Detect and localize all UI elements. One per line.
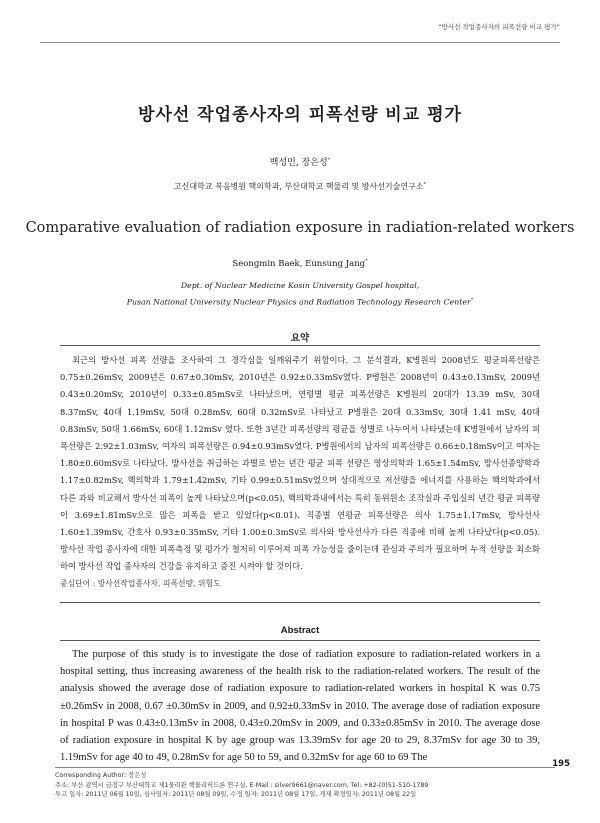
abstract-top-rule (60, 640, 540, 641)
authors-korean-names: 백성민, 장은성 (269, 158, 328, 168)
authors-korean (0, 155, 600, 168)
header-rule (40, 42, 560, 43)
page-number: 195 (552, 759, 570, 769)
title-korean: 방사선 작업종사자의 피폭선량 비교 평가 (138, 105, 462, 125)
affiliation-english-mark: * (470, 297, 474, 303)
authors-korean-mark: * (327, 157, 331, 163)
affiliation-korean-text: 고신대학교 복음병원 핵의학과, 부산대학교 핵물리 및 방사선기술연구소 (173, 182, 424, 191)
footer-author: Corresponding Author: 장은성 (55, 772, 147, 779)
affiliation-korean-mark: * (423, 181, 427, 188)
summary-top-rule (60, 345, 540, 346)
footer-dates: 투고 일자: 2011년 06월 10일, 심사일자: 2011년 08월 09일, 수정 일자: 2011년 08월 17일, 게재 확정일자: 2011년 08월 22일 (55, 791, 417, 798)
footer-correspondence (55, 767, 555, 805)
footer-address: 주소: 부산 광역시 금정구 부산대학교 제1물리관 핵물리허드론 연구실, E-Mail : silver9661@naver.com, Tel: +82-(0)51-510-1789 (55, 781, 429, 789)
authors-english (0, 258, 600, 269)
running-head: “방사선 작업종사자의 피폭선량 비교 평가” (438, 23, 560, 31)
authors-english-names: Seongmin Baek, Eunsung Jang (232, 258, 366, 269)
authors-english-mark: * (365, 258, 368, 264)
title-english: Comparative evaluation of radiation exposure in radiation-related workers (25, 220, 575, 236)
summary-heading: 요약 (290, 333, 310, 344)
affiliation-english (0, 278, 600, 310)
affiliation-english-line-2 (0, 293, 600, 310)
summary-bottom-rule (60, 602, 540, 603)
keywords: 중심단어 : 방사선작업종사자, 피폭선량, 위험도 (60, 579, 221, 588)
affiliation-korean (0, 181, 600, 192)
affiliation-english-line-2-text: Pusan National University Nuclear Physics and Radiation Technology Research Center (126, 297, 471, 307)
abstract-heading: Abstract (280, 625, 320, 636)
summary-text: 최근의 방사선 피폭 선량을 조사하여 그 경각심을 일깨워주기 위함이다. 그 분석결과, K병원의 2008년도 평균피폭선량은 0.75±0.26mSv, 2009년은 0.67±0.30mSv, 2010년은 0.92±0.33mSv였다. P병원은 2008년이 0.43±0.13mSv, 2009년 0.43±0.20mSv, 2010년이 0.33±0.85mSv로 나타났으며, 연령별 평균 피폭선량은 K병원의 20대가 13.39 mSv, 30대 8.37mSv, 40대 1.19mSv, 50대 0.28mSv, 60대 0.32mSv로 나타났고 P병원은 20대 0.33mSv, 30대 1.41 mSv, 40대 0.83mSv, 50대 1.66mSv, 60대 1.12mSv 였다. 또한 3년간 피폭선량의 평균을 성별로 나누어서 나타냈는데 K병원에서 남자의 피폭선량은 2.92±1.03mSv, 여자의 피폭선량은 0.94±0.93mSv였다. P병원에서의 남자의 피폭선량은 0.66±0.18mSv이고 여자는 1.80±0.60mSv로 나타났다. 방사선을 취급하는 과별로 받는 년간 평균 피폭 선량은 영상의학과 1.65±1.54mSv, 방사선종양학과 1.17±0.82mSv, 핵의학과 1.79±1.42mSv, 기타 0.99±0.51mSv였으며 상대적으로 저선량을 에너지를 사용하는 핵의학과에서 다른 과와 비교해서 방사선 피폭이 높게 나타났으며(p<0.05), 핵의학과내에서는 특히 동위원소 조작실과 주입실의 년간 평균 피폭량이 3.69±1.81mSv으로 많은 피폭을 받고 있었다(p<0.01). 직종별 연평균 피폭선량은 의사 1.75±1.17mSv, 방사선사 1.60±1.39mSv, 간호사 0.93±0.35mSv, 기타 1.00±0.3mSv로 의사와 방사선사가 다른 직종에 비해 높게 나타났다(p<0.05). 방사선 작업 종사자에 대한 피폭측정 및 평가가 철저히 이루어져 피폭 가능성을 줄이는데 관심과 주의가 필요하며 누적 선량을 최소화하여 방사선 작업 종사자의 건강을 유지하고 증진 시켜야 할 것이다. (60, 355, 540, 572)
affiliation-english-line-1: Dept. of Nuclear Medicine Kosin University Gospel hospital, (180, 281, 420, 290)
abstract-text: The purpose of this study is to investigate the dose of radiation exposure to radiation-related workers in a hospital setting, thus increasing awareness of the health risk to the radiation-related workers. The result of the analysis showed the average dose of radiation exposure to radiation-related workers in hospital K was 0.75 ±0.26mSv in 2008, 0.67 ±0.30mSv in 2009, and 0.92±0.33mSv in 2010. The average dose of radiation exposure in hospital P was 0.43±0.13mSv in 2008, 0.43±0.20mSv in 2009, and 0.33±0.85mSv in 2010. The average dose of radiation exposure in hospital K by age group was 13.39mSv for age 20 to 29, 8.37mSv for age 30 to 39, 1.19mSv for age 40 to 49, 0.28mSv for age 50 to 59, and 0.32mSv for age 60 to 69 The (60, 649, 540, 764)
